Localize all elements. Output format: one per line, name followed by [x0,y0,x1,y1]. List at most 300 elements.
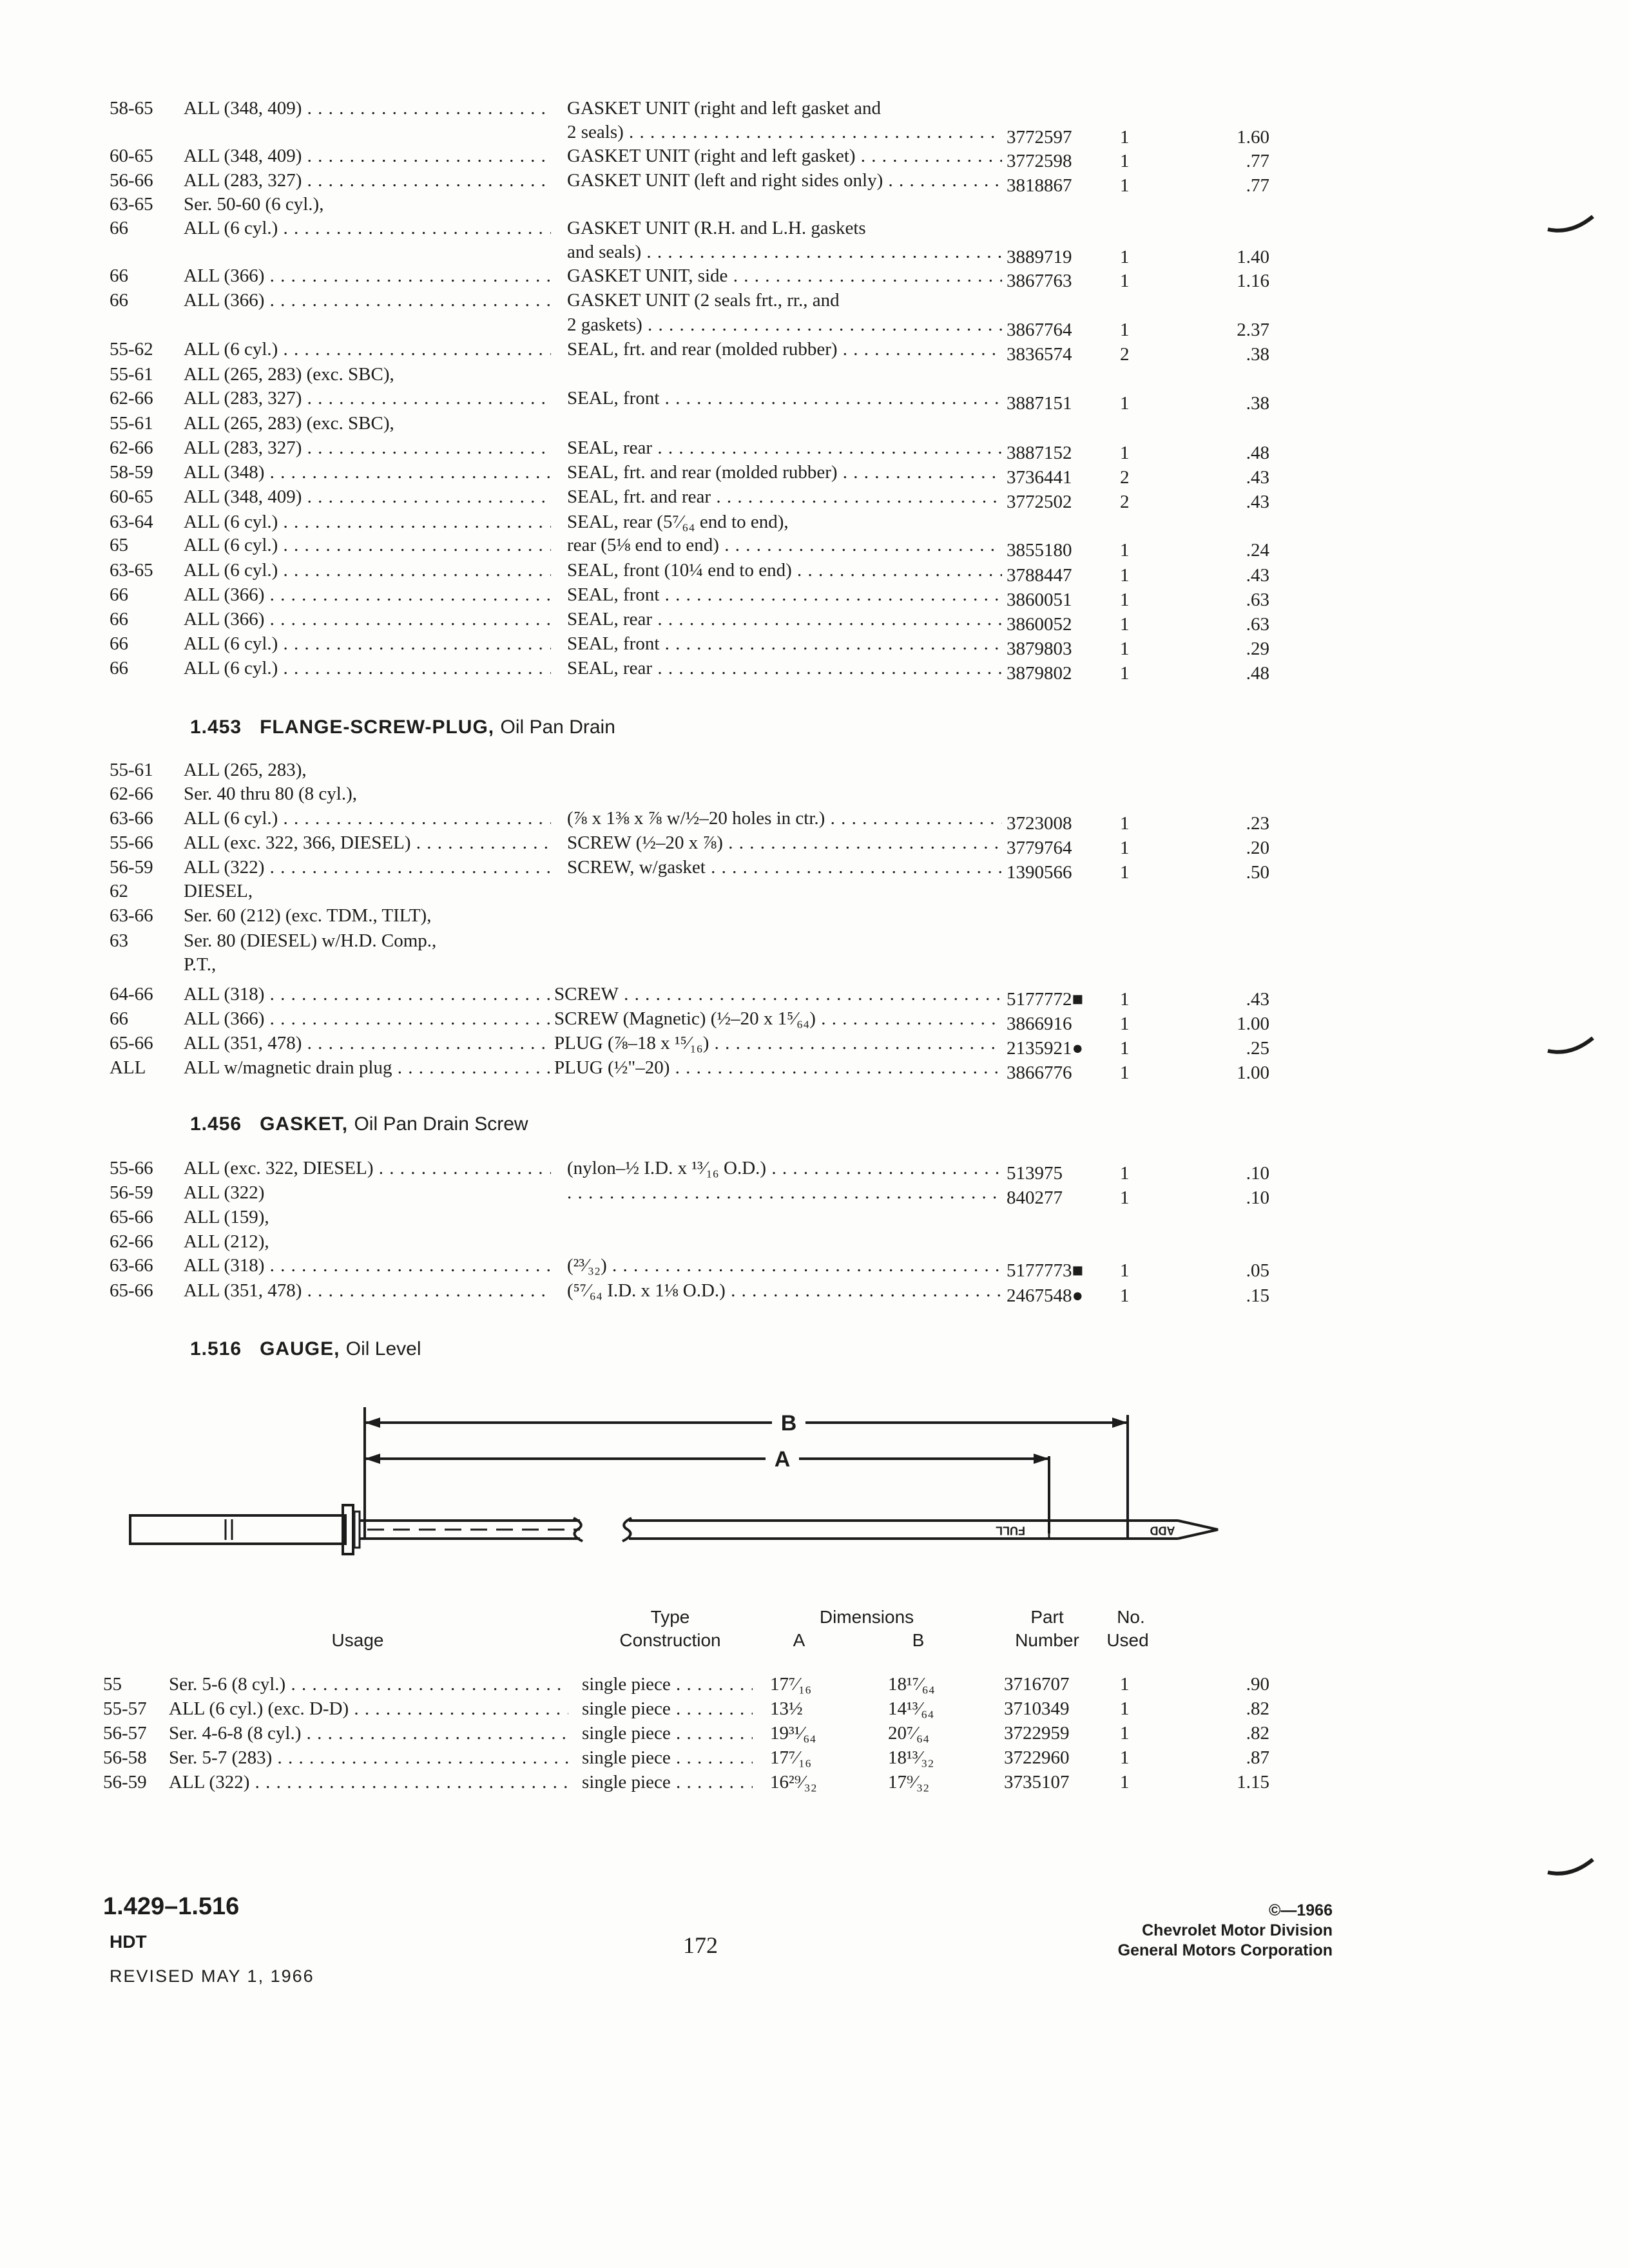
model-years: 62 [110,881,128,901]
header-construction: Construction [619,1630,721,1650]
quantity: 2 [1120,344,1130,365]
quantity-used: 1 [1120,1747,1130,1768]
catalog-row [0,312,1629,338]
price: .38 [1246,344,1269,365]
model-years: 56-58 [103,1747,147,1768]
price: .82 [1246,1698,1269,1719]
arrowhead-a-left [365,1454,380,1464]
corporation: General Motors Corporation [1117,1941,1333,1959]
catalog-row [0,168,1629,196]
price: .10 [1246,1187,1269,1208]
usage: ALL (6 cyl.) . . . [184,215,551,241]
description: (nylon–½ I.D. x ¹³⁄₁₆ O.D.) . . . [567,1155,1002,1181]
usage: Ser. 5-6 (8 cyl.) . . . [169,1671,568,1697]
catalog-row [0,361,1629,387]
catalog-row [0,509,1629,535]
quantity: 1 [1120,1062,1130,1083]
part-number: 1390566 [1007,862,1072,883]
quantity: 1 [1120,127,1130,148]
price: .43 [1246,467,1269,488]
header-no: No. [1117,1607,1145,1627]
description: GASKET UNIT (right and left gasket) . . . [567,143,1002,169]
quantity: 1 [1120,663,1130,684]
copyright-block [1118,1901,1333,1961]
usage: Ser. 5-7 (283) . . . [169,1745,568,1771]
quantity: 2 [1120,467,1130,488]
description: SEAL, rear . . . [567,606,1002,632]
section-subtitle: Oil Level [345,1338,421,1360]
price: .05 [1246,1260,1269,1281]
quantity: 1 [1120,1260,1130,1281]
usage: ALL (6 cyl.) . . . [184,557,551,583]
description: SEAL, rear . . . [567,655,1002,681]
usage: ALL (318) . . . [184,981,551,1007]
quantity: 1 [1120,838,1130,858]
description: SEAL, rear (5⁷⁄₆₄ end to end), [567,512,789,532]
part-number: 3887151 [1007,393,1072,414]
model-years: 56-59 [103,1772,147,1792]
construction-type: single piece . . . [582,1671,753,1697]
header-usage: Usage [331,1630,384,1650]
catalog-row [0,830,1629,856]
binding-mark [1545,1034,1597,1060]
usage: Ser. 40 thru 80 (8 cyl.), [184,783,358,804]
model-years: 66 [110,584,128,605]
usage: ALL (6 cyl.) . . . [184,655,551,681]
quantity-used: 1 [1120,1772,1130,1792]
section-title: FLANGE-SCREW-PLUG, [260,716,495,738]
part-number: 3722959 [1004,1723,1070,1744]
quantity-used: 1 [1120,1698,1130,1719]
catalog-row [0,1180,1629,1206]
usage: ALL (6 cyl.) . . . [184,805,551,831]
catalog-code: HDT [110,1932,147,1952]
quantity: 1 [1120,393,1130,414]
part-number: 3772598 [1007,151,1072,171]
model-years: 55-57 [103,1698,147,1719]
gauge-row [0,1745,1629,1771]
price: .38 [1246,393,1269,414]
usage: Ser. 4-6-8 (8 cyl.) . . . [169,1720,568,1746]
header-number: Number [1015,1630,1079,1650]
catalog-row [0,903,1629,928]
usage: ALL (322) [184,1182,265,1203]
part-number: 840277 [1007,1187,1063,1208]
model-years: 66 [110,609,128,629]
price: .10 [1246,1163,1269,1184]
catalog-row [0,532,1629,561]
binding-mark [1545,1856,1597,1881]
quantity-used: 1 [1120,1674,1130,1695]
usage: ALL (6 cyl.) . . . [184,631,551,657]
description: SCREW (½–20 x ⅞) . . . [567,830,1002,856]
part-number: 5177773■ [1007,1260,1084,1281]
quantity: 1 [1120,862,1130,883]
description: SEAL, front (10¼ end to end) . . . [567,557,1002,583]
dimension-a: 16²⁹⁄₃₂ [770,1772,817,1792]
catalog-row [0,1155,1629,1184]
description: SEAL, frt. and rear . . . [567,484,1002,510]
quantity-used: 1 [1120,1723,1130,1744]
quantity: 1 [1120,1163,1130,1184]
quantity: 1 [1120,590,1130,610]
quantity: 1 [1120,271,1130,291]
description [567,1180,1002,1206]
price: .77 [1246,151,1269,171]
description: 2 seals) . . . [567,119,1002,145]
header-used: Used [1106,1630,1149,1650]
model-years: 55-61 [110,413,153,434]
usage: P.T., [184,954,217,975]
quantity: 1 [1120,989,1130,1010]
quantity: 1 [1120,565,1130,586]
copyright: ©—1966 [1268,1901,1333,1919]
catalog-row [0,95,1629,121]
price: .48 [1246,663,1269,684]
price: 1.60 [1237,127,1269,148]
part-number: 2467548● [1007,1285,1084,1306]
model-years: 66 [110,1008,128,1029]
usage: Ser. 50-60 (6 cyl.), [184,194,324,215]
model-years: 63-66 [110,905,153,926]
section-subtitle: Oil Pan Drain Screw [354,1113,528,1135]
catalog-row [0,1055,1629,1081]
part-number: 3722960 [1004,1747,1070,1768]
model-years: 62-66 [110,388,153,408]
catalog-row [0,854,1629,883]
catalog-row [0,582,1629,608]
usage: ALL (366) . . . [184,287,551,313]
part-number: 3887152 [1007,443,1072,463]
description: PLUG (½"–20) . . . [554,1055,1002,1081]
description: 2 gaskets) . . . [567,312,1002,338]
catalog-row [0,410,1629,436]
revision-date: REVISED MAY 1, 1966 [110,1966,314,1986]
part-number: 3723008 [1007,813,1072,834]
model-years: 62-66 [110,1231,153,1252]
dimension-a: 19³¹⁄₆₄ [770,1723,816,1744]
gauge-row [0,1671,1629,1697]
part-number: 3735107 [1004,1772,1070,1792]
part-number: 3855180 [1007,540,1072,561]
arrowhead-a-right [1034,1454,1049,1464]
dimension-a-label: A [774,1447,791,1472]
usage: ALL (351, 478) . . . [184,1030,551,1056]
quantity: 1 [1120,247,1130,267]
model-years: 66 [110,290,128,311]
price: .87 [1246,1747,1269,1768]
model-years: 63-65 [110,194,153,215]
usage: ALL (exc. 322, 366, DIESEL) . . . [184,830,551,856]
usage: ALL (6 cyl.) . . . [184,336,551,362]
part-number: 3772597 [1007,127,1072,148]
quantity: 1 [1120,1014,1130,1034]
catalog-row [0,1278,1629,1306]
arrowhead-b-right [1112,1418,1128,1428]
dimension-b: 17⁹⁄₃₂ [888,1772,930,1792]
catalog-row [0,655,1629,684]
dimension-a: 13½ [770,1698,803,1719]
price: 1.00 [1237,1062,1269,1083]
dimension-b: 18¹⁷⁄₆₄ [888,1674,935,1695]
price: .24 [1246,540,1269,561]
model-years: 55-62 [110,339,153,360]
model-years: 66 [110,265,128,286]
gauge-flange-inner [354,1512,360,1548]
usage: ALL (6 cyl.) . . . [184,532,551,558]
usage: ALL (159), [184,1207,269,1227]
description: PLUG (⅞–18 x ¹⁵⁄₁₆) . . . [554,1030,1002,1056]
description: SEAL, frt. and rear (molded rubber) . . . [567,459,1002,485]
catalog-row [0,484,1629,510]
price: .43 [1246,989,1269,1010]
price: .90 [1246,1674,1269,1695]
catalog-row [0,878,1629,904]
catalog-row [0,287,1629,313]
model-years: 65-66 [110,1207,153,1227]
catalog-row [0,119,1629,148]
header-dim-a: A [793,1630,805,1650]
model-years: 62-66 [110,783,153,804]
part-number: 3866776 [1007,1062,1072,1083]
catalog-row [0,757,1629,783]
usage: ALL (348) . . . [184,459,551,485]
model-years: 66 [110,218,128,238]
section-1453-heading [190,716,615,738]
dimension-a: 17⁷⁄₁₆ [770,1747,812,1768]
description: GASKET UNIT (left and right sides only) . . . [567,168,1002,193]
section-subtitle: Oil Pan Drain [500,716,615,738]
model-years: 65-66 [110,1280,153,1301]
usage: ALL (6 cyl.) (exc. D-D) . . . [169,1696,568,1722]
usage: ALL (318) . . . [184,1253,551,1278]
quantity: 1 [1120,443,1130,463]
gauge-row [0,1696,1629,1722]
description: (²³⁄₃₂) . . . [567,1253,1002,1278]
price: .82 [1246,1723,1269,1744]
price: .77 [1246,175,1269,196]
catalog-row [0,143,1629,169]
quantity: 1 [1120,1187,1130,1208]
description: SEAL, frt. and rear (molded rubber) . . . [567,336,1002,362]
description: GASKET UNIT, side . . . [567,263,1002,289]
model-years: 56-59 [110,1182,153,1203]
section-title: GASKET, [260,1113,349,1135]
section-number: 1.456 [190,1113,242,1135]
catalog-row [0,606,1629,635]
usage: ALL (212), [184,1231,269,1252]
quantity: 1 [1120,1285,1130,1306]
quantity: 1 [1120,175,1130,196]
usage: ALL (283, 327) . . . [184,168,551,193]
construction-type: single piece . . . [582,1745,753,1771]
gauge-tip [1178,1521,1218,1539]
part-number: 3788447 [1007,565,1072,586]
part-number: 3889719 [1007,247,1072,267]
arrowhead-b-left [365,1418,380,1428]
part-number: 3860051 [1007,590,1072,610]
description: SEAL, front . . . [567,582,1002,608]
catalog-row [0,952,1629,977]
catalog-row [0,215,1629,241]
price: 1.16 [1237,271,1269,291]
model-years: 55 [103,1674,122,1695]
model-years: 56-59 [110,857,153,878]
catalog-row [0,1030,1629,1059]
quantity: 1 [1120,639,1130,659]
full-mark-label: FULL [996,1524,1025,1537]
usage: ALL (265, 283) (exc. SBC), [184,364,394,385]
usage: ALL (351, 478) . . . [184,1278,551,1303]
quantity: 1 [1120,151,1130,171]
part-number: 3818867 [1007,175,1072,196]
usage: ALL (6 cyl.) . . . [184,509,551,535]
price: 1.15 [1237,1772,1269,1792]
price: .43 [1246,492,1269,512]
header-type: Type [650,1607,690,1627]
catalog-row [0,928,1629,954]
model-years: 58-59 [110,462,153,483]
model-years: 66 [110,633,128,654]
quantity: 1 [1120,813,1130,834]
part-number: 3879802 [1007,663,1072,684]
catalog-row [0,557,1629,586]
price: .15 [1246,1285,1269,1306]
catalog-row [0,263,1629,289]
header-part: Part [1030,1607,1064,1627]
usage: DIESEL, [184,881,253,901]
catalog-row [0,336,1629,365]
usage: ALL (366) . . . [184,582,551,608]
model-years: 66 [110,658,128,678]
catalog-row [0,805,1629,834]
usage: ALL (322) . . . [184,854,551,880]
catalog-row [0,1006,1629,1032]
add-mark-label: ADD [1150,1524,1175,1537]
catalog-row [0,435,1629,461]
header-dim-b: B [912,1630,925,1650]
section-1456-heading [190,1113,528,1135]
model-years: 60-65 [110,486,153,507]
quantity: 1 [1120,320,1130,340]
dimension-b: 20⁷⁄₆₄ [888,1723,930,1744]
part-number: 3879803 [1007,639,1072,659]
binding-mark [1545,213,1597,238]
usage: ALL (exc. 322, DIESEL) . . . [184,1155,551,1181]
gauge-row [0,1769,1629,1795]
dimension-a: 17⁷⁄₁₆ [770,1674,812,1695]
catalog-row [0,781,1629,807]
model-years: 63 [110,930,128,951]
construction-type: single piece . . . [582,1769,753,1795]
catalog-row [0,631,1629,657]
price: .29 [1246,639,1269,659]
usage: Ser. 60 (212) (exc. TDM., TILT), [184,905,432,926]
description: and seals) . . . [567,239,1002,265]
usage: ALL (366) . . . [184,263,551,289]
usage: Ser. 80 (DIESEL) w/H.D. Comp., [184,930,437,951]
part-number: 5177772■ [1007,989,1084,1010]
description: (⁵⁷⁄₆₄ I.D. x 1⅛ O.D.) . . . [567,1278,1002,1303]
description: SEAL, front . . . [567,385,1002,411]
description: rear (5⅛ end to end) . . . [567,532,1002,558]
price: 2.37 [1237,320,1269,340]
model-years: 55-61 [110,760,153,780]
gauge-handle [130,1515,345,1544]
usage: ALL (283, 327) . . . [184,385,551,411]
part-number: 3866916 [1007,1014,1072,1034]
model-years: 58-65 [110,98,153,119]
description: SCREW, w/gasket . . . [567,854,1002,880]
part-number: 3772502 [1007,492,1072,512]
usage: ALL (265, 283) (exc. SBC), [184,413,394,434]
price: .63 [1246,590,1269,610]
section-number: 1.453 [190,716,242,738]
usage: ALL (265, 283), [184,760,307,780]
model-years: 65-66 [110,1033,153,1053]
description: GASKET UNIT (right and left gasket and [567,98,881,119]
catalog-row [0,239,1629,265]
price: .23 [1246,813,1269,834]
quantity: 2 [1120,492,1130,512]
part-number: 2135921● [1007,1038,1084,1059]
price: .63 [1246,614,1269,635]
division: Chevrolet Motor Division [1142,1921,1333,1939]
description: SCREW (Magnetic) (½–20 x 1⁵⁄₆₄) . . . [554,1006,1002,1032]
part-number: 3867764 [1007,320,1072,340]
dimension-b: 18¹³⁄₃₂ [888,1747,934,1768]
model-years: 63-64 [110,512,153,532]
construction-type: single piece . . . [582,1720,753,1746]
gauge-row [0,1720,1629,1746]
price: .20 [1246,838,1269,858]
usage: ALL (283, 327) . . . [184,435,551,461]
page-number: 172 [683,1932,718,1958]
model-years: 65 [110,535,128,555]
dimension-b-label: B [780,1411,797,1436]
part-number: 3836574 [1007,344,1072,365]
model-years: 56-66 [110,170,153,191]
model-years: 56-57 [103,1723,147,1744]
model-years: 55-61 [110,364,153,385]
catalog-row [0,1204,1629,1230]
section-number: 1.516 [190,1338,242,1360]
catalog-row [0,1229,1629,1254]
price: .25 [1246,1038,1269,1059]
usage: ALL (322) . . . [169,1769,568,1795]
price: 1.40 [1237,247,1269,267]
quantity: 1 [1120,1038,1130,1059]
header-dimensions: Dimensions [819,1607,914,1627]
model-years: ALL [110,1057,146,1078]
price: .43 [1246,565,1269,586]
part-number: 3867763 [1007,271,1072,291]
description: (⅞ x 1⅜ x ⅞ w/½–20 holes in ctr.) . . . [567,805,1002,831]
price: .48 [1246,443,1269,463]
quantity: 1 [1120,540,1130,561]
part-number: 3716707 [1004,1674,1070,1695]
description: SEAL, rear . . . [567,435,1002,461]
usage: ALL (366) . . . [184,606,551,632]
oil-gauge-diagram [122,1392,1257,1579]
part-number: 513975 [1007,1163,1063,1184]
catalog-row [0,385,1629,414]
price: 1.00 [1237,1014,1269,1034]
catalog-row [0,1253,1629,1281]
catalog-row [0,459,1629,488]
dimension-b: 14¹³⁄₆₄ [888,1698,934,1719]
part-number: 3736441 [1007,467,1072,488]
